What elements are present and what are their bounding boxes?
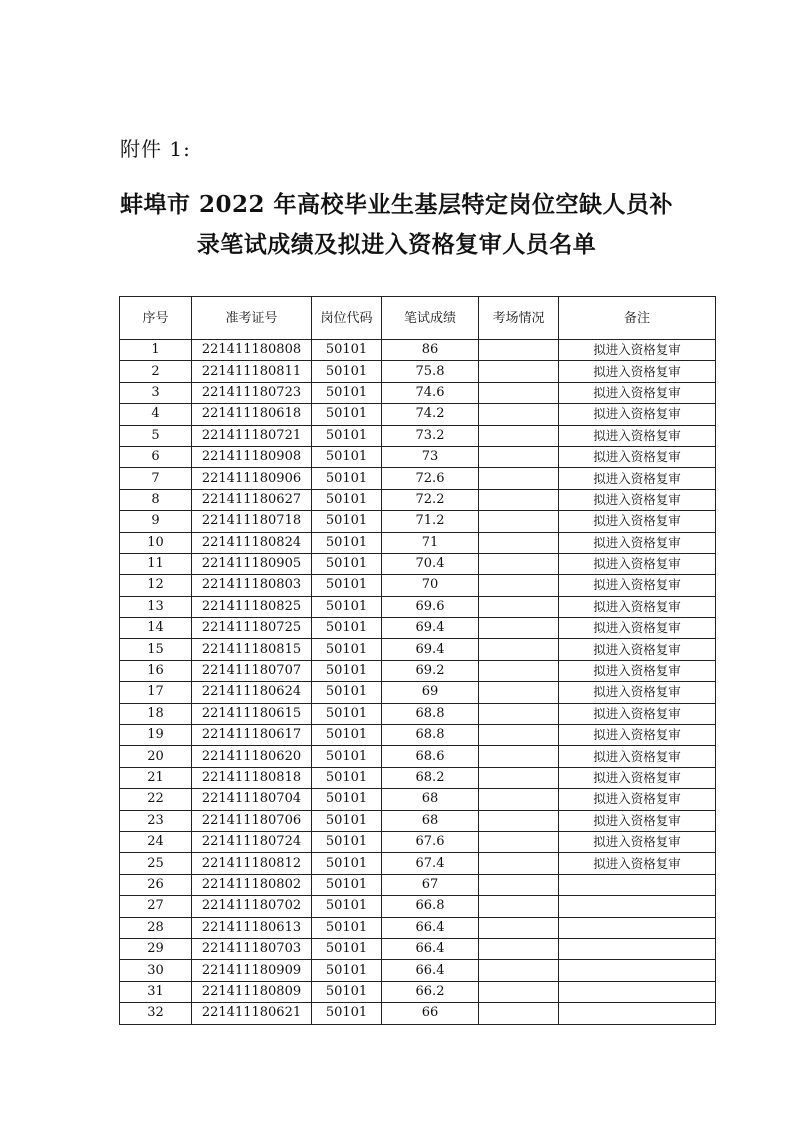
cell-note: 拟进入资格复审 bbox=[559, 703, 716, 724]
cell-exam-status bbox=[479, 746, 559, 767]
cell-post-code: 50101 bbox=[312, 853, 382, 874]
cell-note: 拟进入资格复审 bbox=[559, 532, 716, 553]
cell-ticket-number: 221411180718 bbox=[192, 511, 312, 532]
cell-post-code: 50101 bbox=[312, 1003, 382, 1024]
cell-seq: 7 bbox=[120, 468, 192, 489]
cell-seq: 27 bbox=[120, 896, 192, 917]
cell-written-score: 69.4 bbox=[382, 639, 479, 660]
cell-written-score: 75.8 bbox=[382, 361, 479, 382]
cell-seq: 23 bbox=[120, 810, 192, 831]
cell-written-score: 66.4 bbox=[382, 938, 479, 959]
cell-note: 拟进入资格复审 bbox=[559, 725, 716, 746]
table-header-row bbox=[120, 297, 716, 340]
cell-post-code: 50101 bbox=[312, 660, 382, 681]
cell-post-code: 50101 bbox=[312, 361, 382, 382]
cell-written-score: 66.2 bbox=[382, 981, 479, 1002]
cell-exam-status bbox=[479, 789, 559, 810]
table-row bbox=[120, 489, 716, 510]
cell-written-score: 71 bbox=[382, 532, 479, 553]
table-row bbox=[120, 789, 716, 810]
cell-note: 拟进入资格复审 bbox=[559, 553, 716, 574]
cell-post-code: 50101 bbox=[312, 553, 382, 574]
table-row bbox=[120, 618, 716, 639]
cell-post-code: 50101 bbox=[312, 981, 382, 1002]
cell-seq: 14 bbox=[120, 618, 192, 639]
cell-seq: 26 bbox=[120, 874, 192, 895]
cell-exam-status bbox=[479, 382, 559, 403]
table-row bbox=[120, 511, 716, 532]
cell-ticket-number: 221411180704 bbox=[192, 789, 312, 810]
cell-seq: 3 bbox=[120, 382, 192, 403]
cell-post-code: 50101 bbox=[312, 382, 382, 403]
cell-ticket-number: 221411180627 bbox=[192, 489, 312, 510]
cell-post-code: 50101 bbox=[312, 682, 382, 703]
cell-exam-status bbox=[479, 1003, 559, 1024]
cell-ticket-number: 221411180706 bbox=[192, 810, 312, 831]
cell-written-score: 67 bbox=[382, 874, 479, 895]
table-row bbox=[120, 703, 716, 724]
candidate-table bbox=[119, 296, 716, 1025]
cell-ticket-number: 221411180824 bbox=[192, 532, 312, 553]
cell-post-code: 50101 bbox=[312, 511, 382, 532]
cell-post-code: 50101 bbox=[312, 960, 382, 981]
table-row bbox=[120, 532, 716, 553]
header-seq: 序号 bbox=[120, 297, 192, 340]
header-written-score: 笔试成绩 bbox=[382, 297, 479, 340]
cell-ticket-number: 221411180621 bbox=[192, 1003, 312, 1024]
cell-note: 拟进入资格复审 bbox=[559, 575, 716, 596]
cell-ticket-number: 221411180613 bbox=[192, 917, 312, 938]
table-row bbox=[120, 938, 716, 959]
header-post-code: 岗位代码 bbox=[312, 297, 382, 340]
cell-post-code: 50101 bbox=[312, 938, 382, 959]
cell-written-score: 68 bbox=[382, 789, 479, 810]
document-title-line-1: 蚌埠市 2022 年高校毕业生基层特定岗位空缺人员补 bbox=[119, 191, 674, 218]
cell-seq: 16 bbox=[120, 660, 192, 681]
cell-seq: 11 bbox=[120, 553, 192, 574]
cell-ticket-number: 221411180908 bbox=[192, 446, 312, 467]
cell-written-score: 72.6 bbox=[382, 468, 479, 489]
cell-exam-status bbox=[479, 831, 559, 852]
table-row bbox=[120, 853, 716, 874]
cell-ticket-number: 221411180723 bbox=[192, 382, 312, 403]
cell-note bbox=[559, 1003, 716, 1024]
cell-ticket-number: 221411180618 bbox=[192, 404, 312, 425]
table-row bbox=[120, 917, 716, 938]
cell-exam-status bbox=[479, 960, 559, 981]
cell-post-code: 50101 bbox=[312, 917, 382, 938]
cell-note: 拟进入资格复审 bbox=[559, 468, 716, 489]
cell-post-code: 50101 bbox=[312, 596, 382, 617]
cell-seq: 19 bbox=[120, 725, 192, 746]
cell-post-code: 50101 bbox=[312, 468, 382, 489]
cell-note: 拟进入资格复审 bbox=[559, 639, 716, 660]
cell-written-score: 74.6 bbox=[382, 382, 479, 403]
cell-ticket-number: 221411180909 bbox=[192, 960, 312, 981]
cell-seq: 12 bbox=[120, 575, 192, 596]
cell-seq: 24 bbox=[120, 831, 192, 852]
table-row bbox=[120, 725, 716, 746]
document-title-line-2: 录笔试成绩及拟进入资格复审人员名单 bbox=[196, 231, 597, 258]
cell-note bbox=[559, 896, 716, 917]
header-ticket-number: 准考证号 bbox=[192, 297, 312, 340]
cell-post-code: 50101 bbox=[312, 532, 382, 553]
table-row bbox=[120, 553, 716, 574]
cell-post-code: 50101 bbox=[312, 767, 382, 788]
cell-ticket-number: 221411180724 bbox=[192, 831, 312, 852]
cell-exam-status bbox=[479, 896, 559, 917]
cell-note: 拟进入资格复审 bbox=[559, 382, 716, 403]
cell-note: 拟进入资格复审 bbox=[559, 511, 716, 532]
table-row bbox=[120, 810, 716, 831]
cell-exam-status bbox=[479, 917, 559, 938]
cell-exam-status bbox=[479, 489, 559, 510]
cell-post-code: 50101 bbox=[312, 639, 382, 660]
cell-post-code: 50101 bbox=[312, 618, 382, 639]
cell-exam-status bbox=[479, 361, 559, 382]
cell-note: 拟进入资格复审 bbox=[559, 853, 716, 874]
table-row bbox=[120, 660, 716, 681]
table-row bbox=[120, 896, 716, 917]
cell-seq: 18 bbox=[120, 703, 192, 724]
table-row bbox=[120, 639, 716, 660]
table-row bbox=[120, 382, 716, 403]
table-row bbox=[120, 361, 716, 382]
cell-ticket-number: 221411180721 bbox=[192, 425, 312, 446]
cell-written-score: 69.2 bbox=[382, 660, 479, 681]
cell-post-code: 50101 bbox=[312, 831, 382, 852]
cell-note bbox=[559, 874, 716, 895]
cell-seq: 17 bbox=[120, 682, 192, 703]
cell-written-score: 66 bbox=[382, 1003, 479, 1024]
cell-exam-status bbox=[479, 725, 559, 746]
cell-ticket-number: 221411180703 bbox=[192, 938, 312, 959]
cell-seq: 4 bbox=[120, 404, 192, 425]
cell-ticket-number: 221411180624 bbox=[192, 682, 312, 703]
table-row bbox=[120, 1003, 716, 1024]
cell-written-score: 66.4 bbox=[382, 960, 479, 981]
cell-exam-status bbox=[479, 853, 559, 874]
cell-ticket-number: 221411180811 bbox=[192, 361, 312, 382]
cell-note: 拟进入资格复审 bbox=[559, 404, 716, 425]
cell-written-score: 74.2 bbox=[382, 404, 479, 425]
cell-ticket-number: 221411180812 bbox=[192, 853, 312, 874]
cell-note: 拟进入资格复审 bbox=[559, 361, 716, 382]
cell-post-code: 50101 bbox=[312, 446, 382, 467]
cell-written-score: 69.4 bbox=[382, 618, 479, 639]
cell-exam-status bbox=[479, 425, 559, 446]
cell-seq: 13 bbox=[120, 596, 192, 617]
cell-written-score: 71.2 bbox=[382, 511, 479, 532]
cell-exam-status bbox=[479, 553, 559, 574]
attachment-label: 附件 1: bbox=[120, 137, 191, 161]
cell-seq: 28 bbox=[120, 917, 192, 938]
cell-ticket-number: 221411180617 bbox=[192, 725, 312, 746]
cell-written-score: 68.6 bbox=[382, 746, 479, 767]
cell-post-code: 50101 bbox=[312, 896, 382, 917]
table-row bbox=[120, 682, 716, 703]
cell-note: 拟进入资格复审 bbox=[559, 425, 716, 446]
cell-post-code: 50101 bbox=[312, 746, 382, 767]
cell-ticket-number: 221411180725 bbox=[192, 618, 312, 639]
cell-written-score: 66.4 bbox=[382, 917, 479, 938]
cell-seq: 25 bbox=[120, 853, 192, 874]
table-row bbox=[120, 575, 716, 596]
cell-note: 拟进入资格复审 bbox=[559, 340, 716, 361]
cell-ticket-number: 221411180905 bbox=[192, 553, 312, 574]
cell-note: 拟进入资格复审 bbox=[559, 618, 716, 639]
cell-seq: 5 bbox=[120, 425, 192, 446]
table-row bbox=[120, 960, 716, 981]
cell-exam-status bbox=[479, 767, 559, 788]
cell-note: 拟进入资格复审 bbox=[559, 660, 716, 681]
table-row bbox=[120, 340, 716, 361]
cell-written-score: 72.2 bbox=[382, 489, 479, 510]
cell-written-score: 68.8 bbox=[382, 703, 479, 724]
cell-written-score: 73.2 bbox=[382, 425, 479, 446]
cell-exam-status bbox=[479, 660, 559, 681]
cell-written-score: 73 bbox=[382, 446, 479, 467]
cell-seq: 10 bbox=[120, 532, 192, 553]
cell-post-code: 50101 bbox=[312, 703, 382, 724]
cell-seq: 21 bbox=[120, 767, 192, 788]
cell-seq: 9 bbox=[120, 511, 192, 532]
cell-exam-status bbox=[479, 446, 559, 467]
cell-ticket-number: 221411180615 bbox=[192, 703, 312, 724]
cell-written-score: 70.4 bbox=[382, 553, 479, 574]
cell-seq: 6 bbox=[120, 446, 192, 467]
cell-written-score: 68.8 bbox=[382, 725, 479, 746]
cell-exam-status bbox=[479, 511, 559, 532]
cell-post-code: 50101 bbox=[312, 425, 382, 446]
cell-exam-status bbox=[479, 810, 559, 831]
cell-ticket-number: 221411180809 bbox=[192, 981, 312, 1002]
cell-note bbox=[559, 917, 716, 938]
table-row bbox=[120, 468, 716, 489]
cell-post-code: 50101 bbox=[312, 575, 382, 596]
cell-ticket-number: 221411180815 bbox=[192, 639, 312, 660]
cell-exam-status bbox=[479, 596, 559, 617]
cell-seq: 1 bbox=[120, 340, 192, 361]
cell-ticket-number: 221411180803 bbox=[192, 575, 312, 596]
cell-ticket-number: 221411180802 bbox=[192, 874, 312, 895]
cell-exam-status bbox=[479, 532, 559, 553]
table-row bbox=[120, 446, 716, 467]
cell-written-score: 67.4 bbox=[382, 853, 479, 874]
cell-written-score: 68 bbox=[382, 810, 479, 831]
cell-exam-status bbox=[479, 874, 559, 895]
cell-post-code: 50101 bbox=[312, 489, 382, 510]
cell-seq: 32 bbox=[120, 1003, 192, 1024]
cell-exam-status bbox=[479, 340, 559, 361]
cell-exam-status bbox=[479, 981, 559, 1002]
cell-ticket-number: 221411180620 bbox=[192, 746, 312, 767]
cell-note: 拟进入资格复审 bbox=[559, 682, 716, 703]
cell-note: 拟进入资格复审 bbox=[559, 831, 716, 852]
cell-ticket-number: 221411180808 bbox=[192, 340, 312, 361]
cell-seq: 29 bbox=[120, 938, 192, 959]
table-row bbox=[120, 767, 716, 788]
cell-note bbox=[559, 938, 716, 959]
cell-note: 拟进入资格复审 bbox=[559, 810, 716, 831]
cell-note bbox=[559, 960, 716, 981]
cell-exam-status bbox=[479, 404, 559, 425]
table-row bbox=[120, 425, 716, 446]
cell-note: 拟进入资格复审 bbox=[559, 596, 716, 617]
cell-note: 拟进入资格复审 bbox=[559, 746, 716, 767]
header-exam-status: 考场情况 bbox=[479, 297, 559, 340]
cell-note: 拟进入资格复审 bbox=[559, 767, 716, 788]
table-body bbox=[120, 340, 716, 1025]
cell-post-code: 50101 bbox=[312, 340, 382, 361]
table-row bbox=[120, 831, 716, 852]
table-row bbox=[120, 596, 716, 617]
cell-seq: 15 bbox=[120, 639, 192, 660]
cell-seq: 31 bbox=[120, 981, 192, 1002]
cell-note: 拟进入资格复审 bbox=[559, 789, 716, 810]
cell-written-score: 86 bbox=[382, 340, 479, 361]
cell-note: 拟进入资格复审 bbox=[559, 489, 716, 510]
cell-post-code: 50101 bbox=[312, 874, 382, 895]
cell-post-code: 50101 bbox=[312, 789, 382, 810]
cell-post-code: 50101 bbox=[312, 404, 382, 425]
cell-written-score: 68.2 bbox=[382, 767, 479, 788]
cell-written-score: 69 bbox=[382, 682, 479, 703]
cell-post-code: 50101 bbox=[312, 810, 382, 831]
cell-note: 拟进入资格复审 bbox=[559, 446, 716, 467]
cell-exam-status bbox=[479, 618, 559, 639]
cell-exam-status bbox=[479, 682, 559, 703]
cell-seq: 22 bbox=[120, 789, 192, 810]
cell-seq: 8 bbox=[120, 489, 192, 510]
cell-written-score: 70 bbox=[382, 575, 479, 596]
cell-written-score: 69.6 bbox=[382, 596, 479, 617]
cell-note bbox=[559, 981, 716, 1002]
cell-seq: 30 bbox=[120, 960, 192, 981]
cell-ticket-number: 221411180702 bbox=[192, 896, 312, 917]
cell-seq: 20 bbox=[120, 746, 192, 767]
cell-ticket-number: 221411180707 bbox=[192, 660, 312, 681]
cell-ticket-number: 221411180825 bbox=[192, 596, 312, 617]
cell-exam-status bbox=[479, 703, 559, 724]
header-note: 备注 bbox=[559, 297, 716, 340]
table-row bbox=[120, 874, 716, 895]
table-row bbox=[120, 404, 716, 425]
cell-exam-status bbox=[479, 575, 559, 596]
cell-ticket-number: 221411180906 bbox=[192, 468, 312, 489]
table-row bbox=[120, 746, 716, 767]
cell-ticket-number: 221411180818 bbox=[192, 767, 312, 788]
cell-exam-status bbox=[479, 468, 559, 489]
cell-exam-status bbox=[479, 639, 559, 660]
cell-written-score: 67.6 bbox=[382, 831, 479, 852]
table-row bbox=[120, 981, 716, 1002]
cell-seq: 2 bbox=[120, 361, 192, 382]
cell-post-code: 50101 bbox=[312, 725, 382, 746]
cell-exam-status bbox=[479, 938, 559, 959]
cell-written-score: 66.8 bbox=[382, 896, 479, 917]
